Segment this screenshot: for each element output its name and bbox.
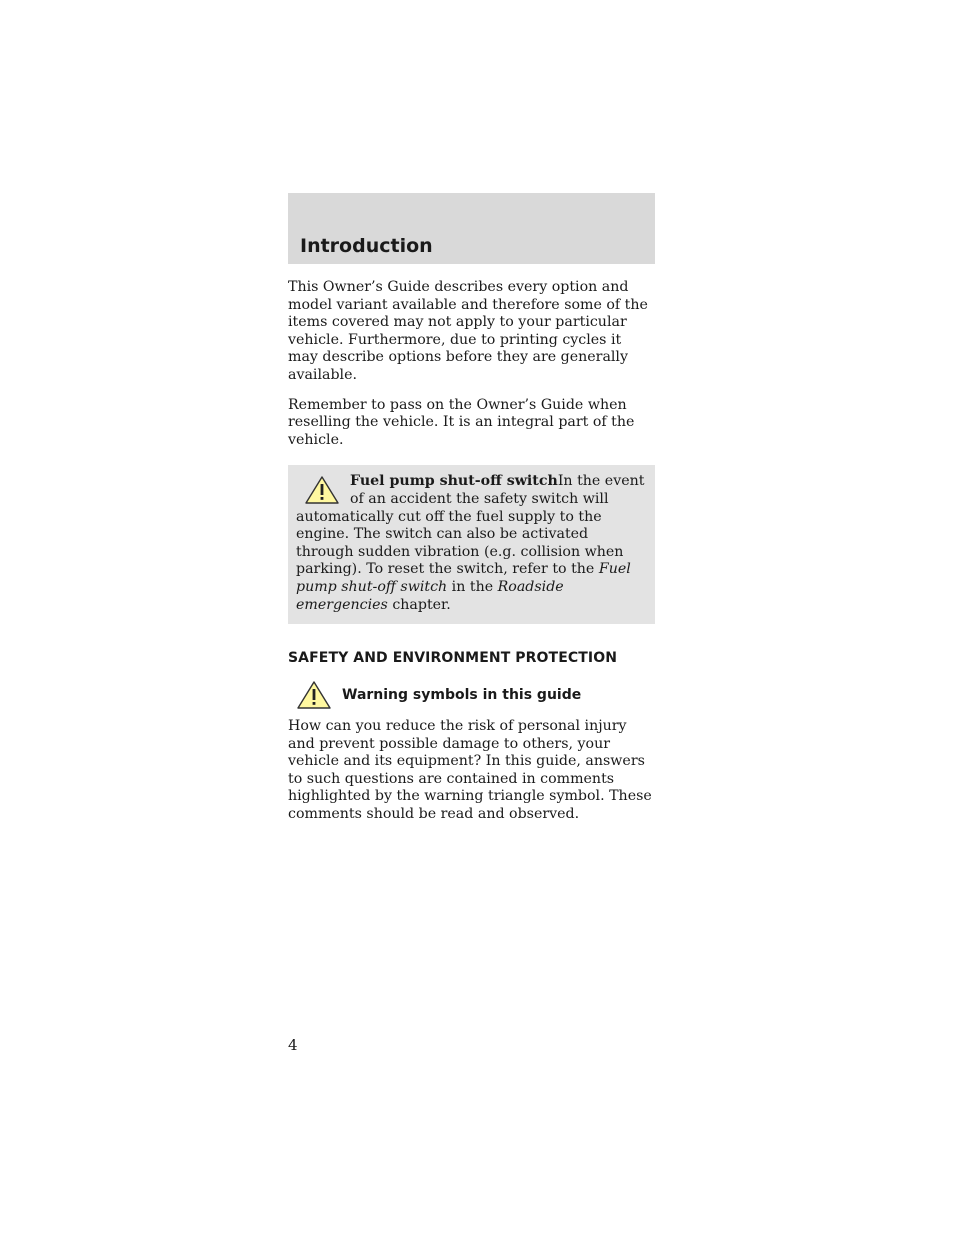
warning-italic-ref-2: Roadside emergencies: [296, 578, 564, 613]
warning-text-3: chapter.: [387, 596, 451, 613]
warning-lead: Fuel pump shut-off switch: [350, 473, 558, 490]
section-paragraph: How can you reduce the risk of personal injury and prevent possible damage to others, your vehicle and its equipment? In this guide, answers to such questions are contained in comments highlighted by the warning triangle symbol. These comments should be read and observed.: [288, 718, 652, 823]
warning-text-2: in the: [447, 578, 498, 595]
chapter-header-band: [288, 193, 655, 264]
warning-text-1: In the event of an accident the safety switch will automatically cut off the fuel supply to the engine. The switch can also be activated through sudden vibration (e.g. collision when parking). To reset the switch, refer to the: [296, 473, 645, 578]
section-heading: SAFETY AND ENVIRONMENT PROTECTION: [288, 650, 618, 667]
subheading-row: [288, 680, 655, 710]
page-content: [288, 279, 655, 836]
intro-paragraph-2: Remember to pass on the Owner’s Guide when reselling the vehicle. It is an integral part of the vehicle.: [288, 396, 635, 448]
warning-italic-ref-1: Fuel pump shut-off switch: [296, 561, 631, 595]
page-number: 4: [288, 1036, 298, 1054]
intro-paragraph-1: This Owner’s Guide describes every option and model variant available and therefore some of the items covered may not apply to your particular vehicle. Furthermore, due to printing cycles it may describe options before they are generally available.: [288, 279, 648, 383]
chapter-title: Introduction: [300, 235, 433, 257]
warning-triangle-icon: [304, 475, 340, 505]
warning-triangle-icon: [296, 680, 332, 710]
fuel-pump-warning-box: [288, 465, 655, 624]
subheading: Warning symbols in this guide: [342, 687, 582, 704]
